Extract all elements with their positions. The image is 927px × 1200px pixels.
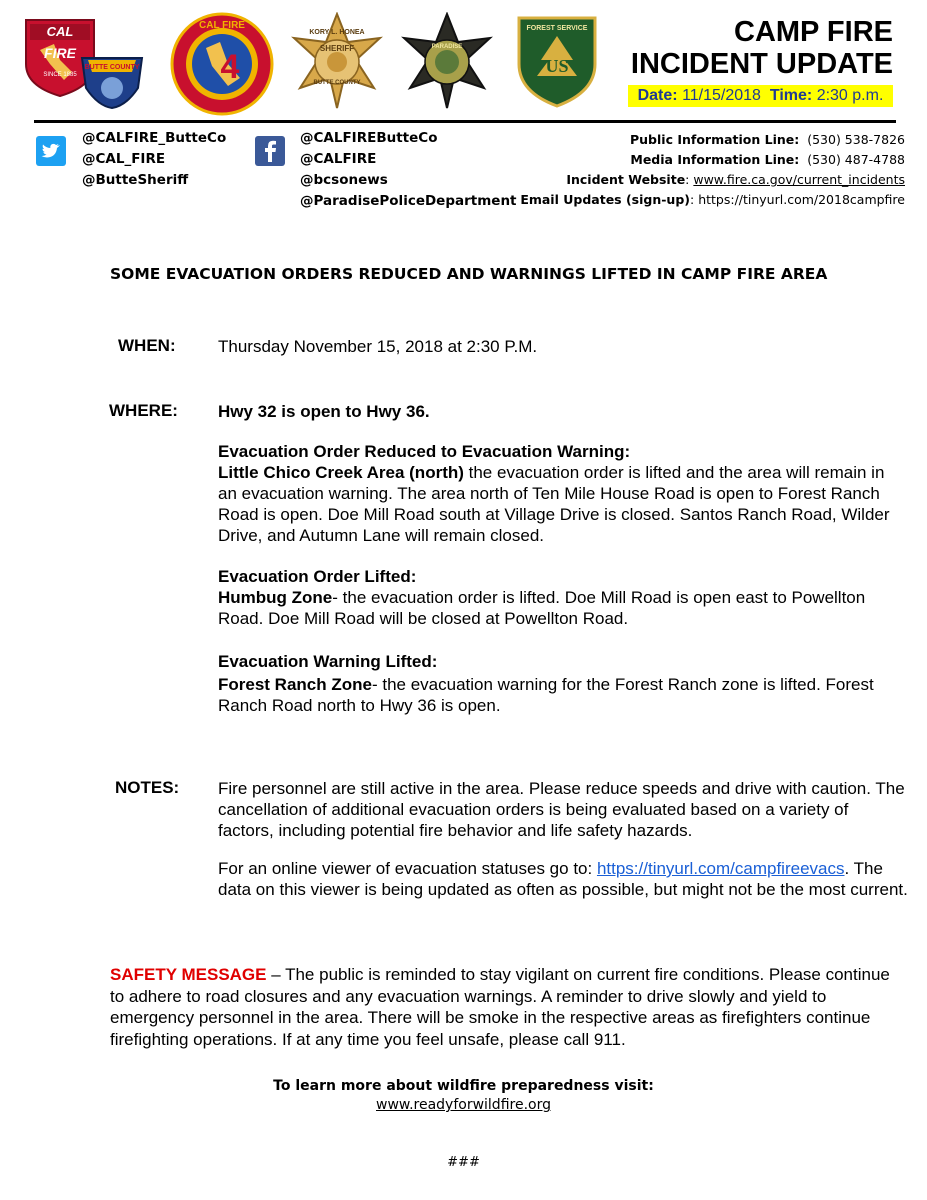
order-lifted-title: Evacuation Order Lifted: [218, 567, 417, 586]
date-label: Date: [637, 87, 678, 104]
preparedness-link-row [0, 1097, 927, 1113]
time-label: Time: [769, 87, 813, 104]
svg-text:CAL: CAL [46, 24, 74, 39]
preparedness-prompt: To learn more about wildfire preparedness visit: [273, 1078, 654, 1094]
notes-paragraph-2 [218, 858, 908, 900]
butte-county-sheriff-badge [288, 12, 386, 110]
butte-county-fire-logo [78, 54, 146, 110]
contact-info [520, 130, 905, 210]
facebook-handle-1: @CALFIREButteCo [300, 130, 438, 146]
warning-lifted-text: - the evacuation warning for the Forest Ranch zone is lifted. Forest Ranch Road north to Hwy 36 is open. [218, 675, 874, 715]
incident-website-link[interactable]: www.fire.ca.gov/current_incidents [693, 172, 905, 187]
notes-viewer-caveat: . The data on this viewer is being updated as often as possible, but might not be the most current. [218, 859, 908, 899]
svg-text:FIRE: FIRE [44, 45, 76, 61]
svg-text:PARADISE: PARADISE [431, 44, 463, 50]
svg-text:KORY L. HONEA: KORY L. HONEA [309, 29, 365, 36]
twitter-handles [82, 128, 226, 191]
when-text: Thursday November 15, 2018 at 2:30 P.M. [218, 337, 538, 356]
safety-message [110, 964, 900, 1050]
evac-viewer-link[interactable]: https://tinyurl.com/campfireevacs [596, 859, 845, 878]
svg-text:4: 4 [220, 48, 240, 86]
end-marker: ### [447, 1155, 480, 1170]
svg-text:SHERIFF: SHERIFF [319, 44, 355, 53]
notes-label: NOTES: [115, 778, 180, 797]
media-info-label: Media Information Line: [630, 152, 800, 167]
svg-text:US: US [545, 56, 569, 76]
where-hwy: Hwy 32 is open to Hwy 36. [218, 402, 430, 421]
paradise-police-badge [398, 12, 496, 110]
when-label: WHEN: [118, 336, 176, 355]
little-chico-creek-zone: Little Chico Creek Area (north) [218, 463, 464, 482]
preparedness-link[interactable]: www.readyforwildfire.org [376, 1097, 551, 1113]
imt-4-logo [170, 12, 274, 116]
svg-text:BUTTE COUNTY: BUTTE COUNTY [84, 64, 140, 71]
facebook-handle-3: @bcsonews [300, 172, 388, 188]
svg-text:SINCE 1885: SINCE 1885 [43, 72, 77, 78]
warning-lifted-body [218, 674, 908, 716]
facebook-handle-4: @ParadisePoliceDepartment [300, 193, 517, 209]
public-info-line [520, 130, 905, 150]
order-reduced-title: Evacuation Order Reduced to Evacuation Warning: [218, 442, 631, 461]
twitter-icon [36, 136, 66, 166]
document-title [631, 16, 893, 80]
order-reduced-body [218, 462, 908, 546]
svg-text:FOREST SERVICE: FOREST SERVICE [526, 25, 588, 32]
forest-service-shield [515, 14, 599, 108]
safety-message-text: – The public is reminded to stay vigilant on current fire conditions. Please continue to adhere to road closures and any evacuation warnings. A reminder to drive slowly and yield to emergency personnel in the area. There will be smoke in the respective areas as firefighters continue firefighting operations. If at any time you feel unsafe, please call 911. [110, 965, 890, 1049]
twitter-handle-1: @CALFIRE_ButteCo [82, 130, 227, 146]
safety-message-label: SAFETY MESSAGE [110, 965, 267, 984]
order-reduced-text: the evacuation order is lifted and the area will remain in an evacuation warning. The area north of Ten Mile House Road is open to Forest Ranch Road is open. Doe Mill Road south at Village Drive is closed. Santos Ranch Road, Wilder Drive, and Autumn Lane will remain closed. [218, 463, 890, 545]
time-value: 2:30 p.m. [816, 87, 884, 104]
email-updates-link[interactable]: https://tinyurl.com/2018campfire [698, 192, 905, 207]
incident-website-label: Incident Website [566, 172, 686, 187]
headline: SOME EVACUATION ORDERS REDUCED AND WARNINGS LIFTED IN CAMP FIRE AREA [110, 265, 828, 283]
email-updates-label: Email Updates (sign-up) [520, 192, 690, 207]
facebook-icon [255, 136, 285, 166]
date-value: 11/15/2018 [682, 87, 761, 104]
public-info-value: (530) 538-7826 [807, 132, 905, 147]
order-lifted-body [218, 587, 908, 629]
title-line-1: CAMP FIRE [734, 16, 893, 48]
facebook-handles [300, 128, 517, 212]
public-info-label: Public Information Line: [630, 132, 800, 147]
title-line-2: INCIDENT UPDATE [630, 48, 893, 80]
header-divider [34, 120, 896, 123]
media-info-line [520, 150, 905, 170]
svg-text:BUTTE COUNTY: BUTTE COUNTY [313, 80, 361, 86]
warning-lifted-title: Evacuation Warning Lifted: [218, 652, 438, 671]
media-info-value: (530) 487-4788 [807, 152, 905, 167]
date-time-line [628, 85, 893, 107]
humbug-zone: Humbug Zone [218, 588, 333, 607]
order-lifted-text: - the evacuation order is lifted. Doe Mill Road is open east to Powellton Road. Doe Mill Road will be closed at Powellton Road. [218, 588, 866, 628]
incident-website-line: Incident Website: www.fire.ca.gov/current_incidents [566, 172, 905, 187]
svg-text:CAL FIRE: CAL FIRE [199, 20, 245, 31]
notes-paragraph-1: Fire personnel are still active in the area. Please reduce speeds and drive with caution. The cancellation of additional evacuation orders is being evaluated based on a variety of factors, including potential fire behavior and life safety hazards. [218, 779, 905, 840]
where-label: WHERE: [109, 401, 178, 420]
forest-ranch-zone: Forest Ranch Zone [218, 675, 372, 694]
twitter-handle-3: @ButteSheriff [82, 172, 189, 188]
twitter-handle-2: @CAL_FIRE [82, 151, 166, 167]
notes-viewer-intro: For an online viewer of evacuation statuses go to: [218, 859, 597, 878]
facebook-handle-2: @CALFIRE [300, 151, 377, 167]
email-updates-line: Email Updates (sign-up): https://tinyurl.com/2018campfire [520, 192, 905, 207]
